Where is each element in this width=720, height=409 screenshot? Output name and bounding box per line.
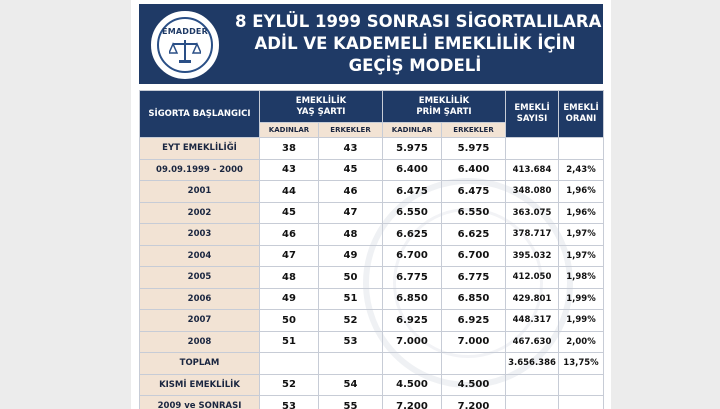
table-row <box>140 288 604 310</box>
retiree-ratio-cell: 1,99% <box>559 288 604 310</box>
age-women-cell: 45 <box>260 202 319 224</box>
retiree-ratio-cell: 2,43% <box>559 159 604 181</box>
header-age <box>260 91 383 123</box>
age-men-cell: 50 <box>319 267 383 289</box>
age-men-cell <box>319 353 383 375</box>
page-title <box>235 11 602 77</box>
retiree-ratio-cell: 1,96% <box>559 202 604 224</box>
retiree-count-cell <box>506 138 559 160</box>
prim-women-cell: 7.000 <box>383 331 442 353</box>
age-women-cell: 46 <box>260 224 319 246</box>
retiree-count-cell <box>506 374 559 396</box>
age-men-cell: 55 <box>319 396 383 409</box>
row-label-cell: 2007 <box>140 310 260 332</box>
age-women-cell: 44 <box>260 181 319 203</box>
retiree-count-cell: 378.717 <box>506 224 559 246</box>
row-label-cell: 09.09.1999 - 2000 <box>140 159 260 181</box>
age-women-cell: 38 <box>260 138 319 160</box>
prim-men-cell: 7.000 <box>442 331 506 353</box>
header-start: SİGORTA BAŞLANGICI <box>140 91 260 138</box>
table-row <box>140 310 604 332</box>
retirement-table <box>139 90 604 409</box>
header-ratio <box>559 91 604 138</box>
prim-men-cell: 4.500 <box>442 374 506 396</box>
retiree-count-cell: 448.317 <box>506 310 559 332</box>
prim-women-cell: 4.500 <box>383 374 442 396</box>
age-men-cell: 53 <box>319 331 383 353</box>
subheader-prim-men: ERKEKLER <box>442 123 506 138</box>
retiree-count-cell: 429.801 <box>506 288 559 310</box>
row-label-cell: 2009 ve SONRASI <box>140 396 260 409</box>
age-men-cell: 45 <box>319 159 383 181</box>
header-ratio-line1: EMEKLİ <box>563 103 599 113</box>
age-women-cell: 52 <box>260 374 319 396</box>
prim-men-cell: 6.700 <box>442 245 506 267</box>
row-label-cell: KISMİ EMEKLİLİK <box>140 374 260 396</box>
header-prim-line1: EMEKLİLİK <box>418 95 470 106</box>
prim-women-cell: 6.625 <box>383 224 442 246</box>
age-men-cell: 48 <box>319 224 383 246</box>
prim-women-cell: 6.400 <box>383 159 442 181</box>
header-banner <box>139 4 603 84</box>
age-women-cell: 53 <box>260 396 319 409</box>
table-row <box>140 159 604 181</box>
table-row <box>140 202 604 224</box>
table-row <box>140 245 604 267</box>
age-men-cell: 49 <box>319 245 383 267</box>
prim-men-cell: 6.925 <box>442 310 506 332</box>
title-line-1: 8 EYLÜL 1999 SONRASI SİGORTALILARA <box>235 12 602 31</box>
retiree-count-cell: 413.684 <box>506 159 559 181</box>
header-prim <box>383 91 506 123</box>
age-women-cell: 51 <box>260 331 319 353</box>
header-age-line2: YAŞ ŞARTI <box>296 106 346 117</box>
subheader-age-women: KADINLAR <box>260 123 319 138</box>
header-count-line1: EMEKLİ <box>514 103 550 113</box>
header-prim-line2: PRİM ŞARTI <box>416 106 472 117</box>
age-women-cell: 49 <box>260 288 319 310</box>
row-label-cell: 2002 <box>140 202 260 224</box>
prim-women-cell <box>383 353 442 375</box>
row-label-cell: TOPLAM <box>140 353 260 375</box>
age-men-cell: 52 <box>319 310 383 332</box>
prim-men-cell: 6.475 <box>442 181 506 203</box>
prim-men-cell: 6.775 <box>442 267 506 289</box>
age-men-cell: 54 <box>319 374 383 396</box>
retiree-ratio-cell: 1,99% <box>559 310 604 332</box>
prim-women-cell: 7.200 <box>383 396 442 409</box>
subheader-age-men: ERKEKLER <box>319 123 383 138</box>
prim-men-cell: 6.625 <box>442 224 506 246</box>
retiree-ratio-cell <box>559 374 604 396</box>
title-line-2: ADİL VE KADEMELİ EMEKLİLİK İÇİN <box>254 34 576 53</box>
row-label-cell: 2005 <box>140 267 260 289</box>
retiree-ratio-cell: 1,96% <box>559 181 604 203</box>
table-row <box>140 353 604 375</box>
subheader-prim-women: KADINLAR <box>383 123 442 138</box>
table-row <box>140 396 604 409</box>
age-women-cell: 50 <box>260 310 319 332</box>
retiree-ratio-cell: 1,97% <box>559 224 604 246</box>
row-label-cell: 2004 <box>140 245 260 267</box>
retiree-count-cell: 348.080 <box>506 181 559 203</box>
prim-men-cell: 6.550 <box>442 202 506 224</box>
age-men-cell: 47 <box>319 202 383 224</box>
retiree-ratio-cell: 1,98% <box>559 267 604 289</box>
header-count <box>506 91 559 138</box>
table-row <box>140 138 604 160</box>
row-label-cell: 2003 <box>140 224 260 246</box>
prim-women-cell: 6.850 <box>383 288 442 310</box>
logo-word: EMADDER <box>162 27 208 36</box>
prim-men-cell: 6.400 <box>442 159 506 181</box>
retiree-ratio-cell <box>559 138 604 160</box>
association-logo <box>151 11 219 79</box>
prim-men-cell: 6.850 <box>442 288 506 310</box>
prim-women-cell: 5.975 <box>383 138 442 160</box>
age-men-cell: 43 <box>319 138 383 160</box>
row-label-cell: EYT EMEKLİLİĞİ <box>140 138 260 160</box>
table-body <box>140 138 604 409</box>
row-label-cell: 2008 <box>140 331 260 353</box>
retiree-count-cell: 363.075 <box>506 202 559 224</box>
retiree-count-cell: 3.656.386 <box>506 353 559 375</box>
table-row <box>140 224 604 246</box>
table-row <box>140 181 604 203</box>
scale-of-justice-icon <box>169 38 201 64</box>
age-men-cell: 46 <box>319 181 383 203</box>
retiree-count-cell: 412.050 <box>506 267 559 289</box>
retiree-count-cell: 467.630 <box>506 331 559 353</box>
retiree-ratio-cell: 1,97% <box>559 245 604 267</box>
retiree-ratio-cell: 2,00% <box>559 331 604 353</box>
prim-women-cell: 6.775 <box>383 267 442 289</box>
prim-women-cell: 6.475 <box>383 181 442 203</box>
table-row <box>140 374 604 396</box>
retiree-count-cell <box>506 396 559 409</box>
age-women-cell <box>260 353 319 375</box>
age-women-cell: 43 <box>260 159 319 181</box>
header-age-line1: EMEKLİLİK <box>295 95 347 106</box>
title-line-3: GEÇİŞ MODELİ <box>348 56 482 75</box>
retiree-ratio-cell: 13,75% <box>559 353 604 375</box>
prim-women-cell: 6.700 <box>383 245 442 267</box>
prim-men-cell: 7.200 <box>442 396 506 409</box>
prim-women-cell: 6.925 <box>383 310 442 332</box>
prim-men-cell: 5.975 <box>442 138 506 160</box>
row-label-cell: 2006 <box>140 288 260 310</box>
header-ratio-line2: ORANI <box>565 114 597 124</box>
document-page <box>131 0 611 409</box>
retiree-count-cell: 395.032 <box>506 245 559 267</box>
retiree-ratio-cell <box>559 396 604 409</box>
age-women-cell: 47 <box>260 245 319 267</box>
prim-men-cell <box>442 353 506 375</box>
header-count-line2: SAYISI <box>516 114 548 124</box>
row-label-cell: 2001 <box>140 181 260 203</box>
age-men-cell: 51 <box>319 288 383 310</box>
table-row <box>140 267 604 289</box>
table-row <box>140 331 604 353</box>
age-women-cell: 48 <box>260 267 319 289</box>
prim-women-cell: 6.550 <box>383 202 442 224</box>
